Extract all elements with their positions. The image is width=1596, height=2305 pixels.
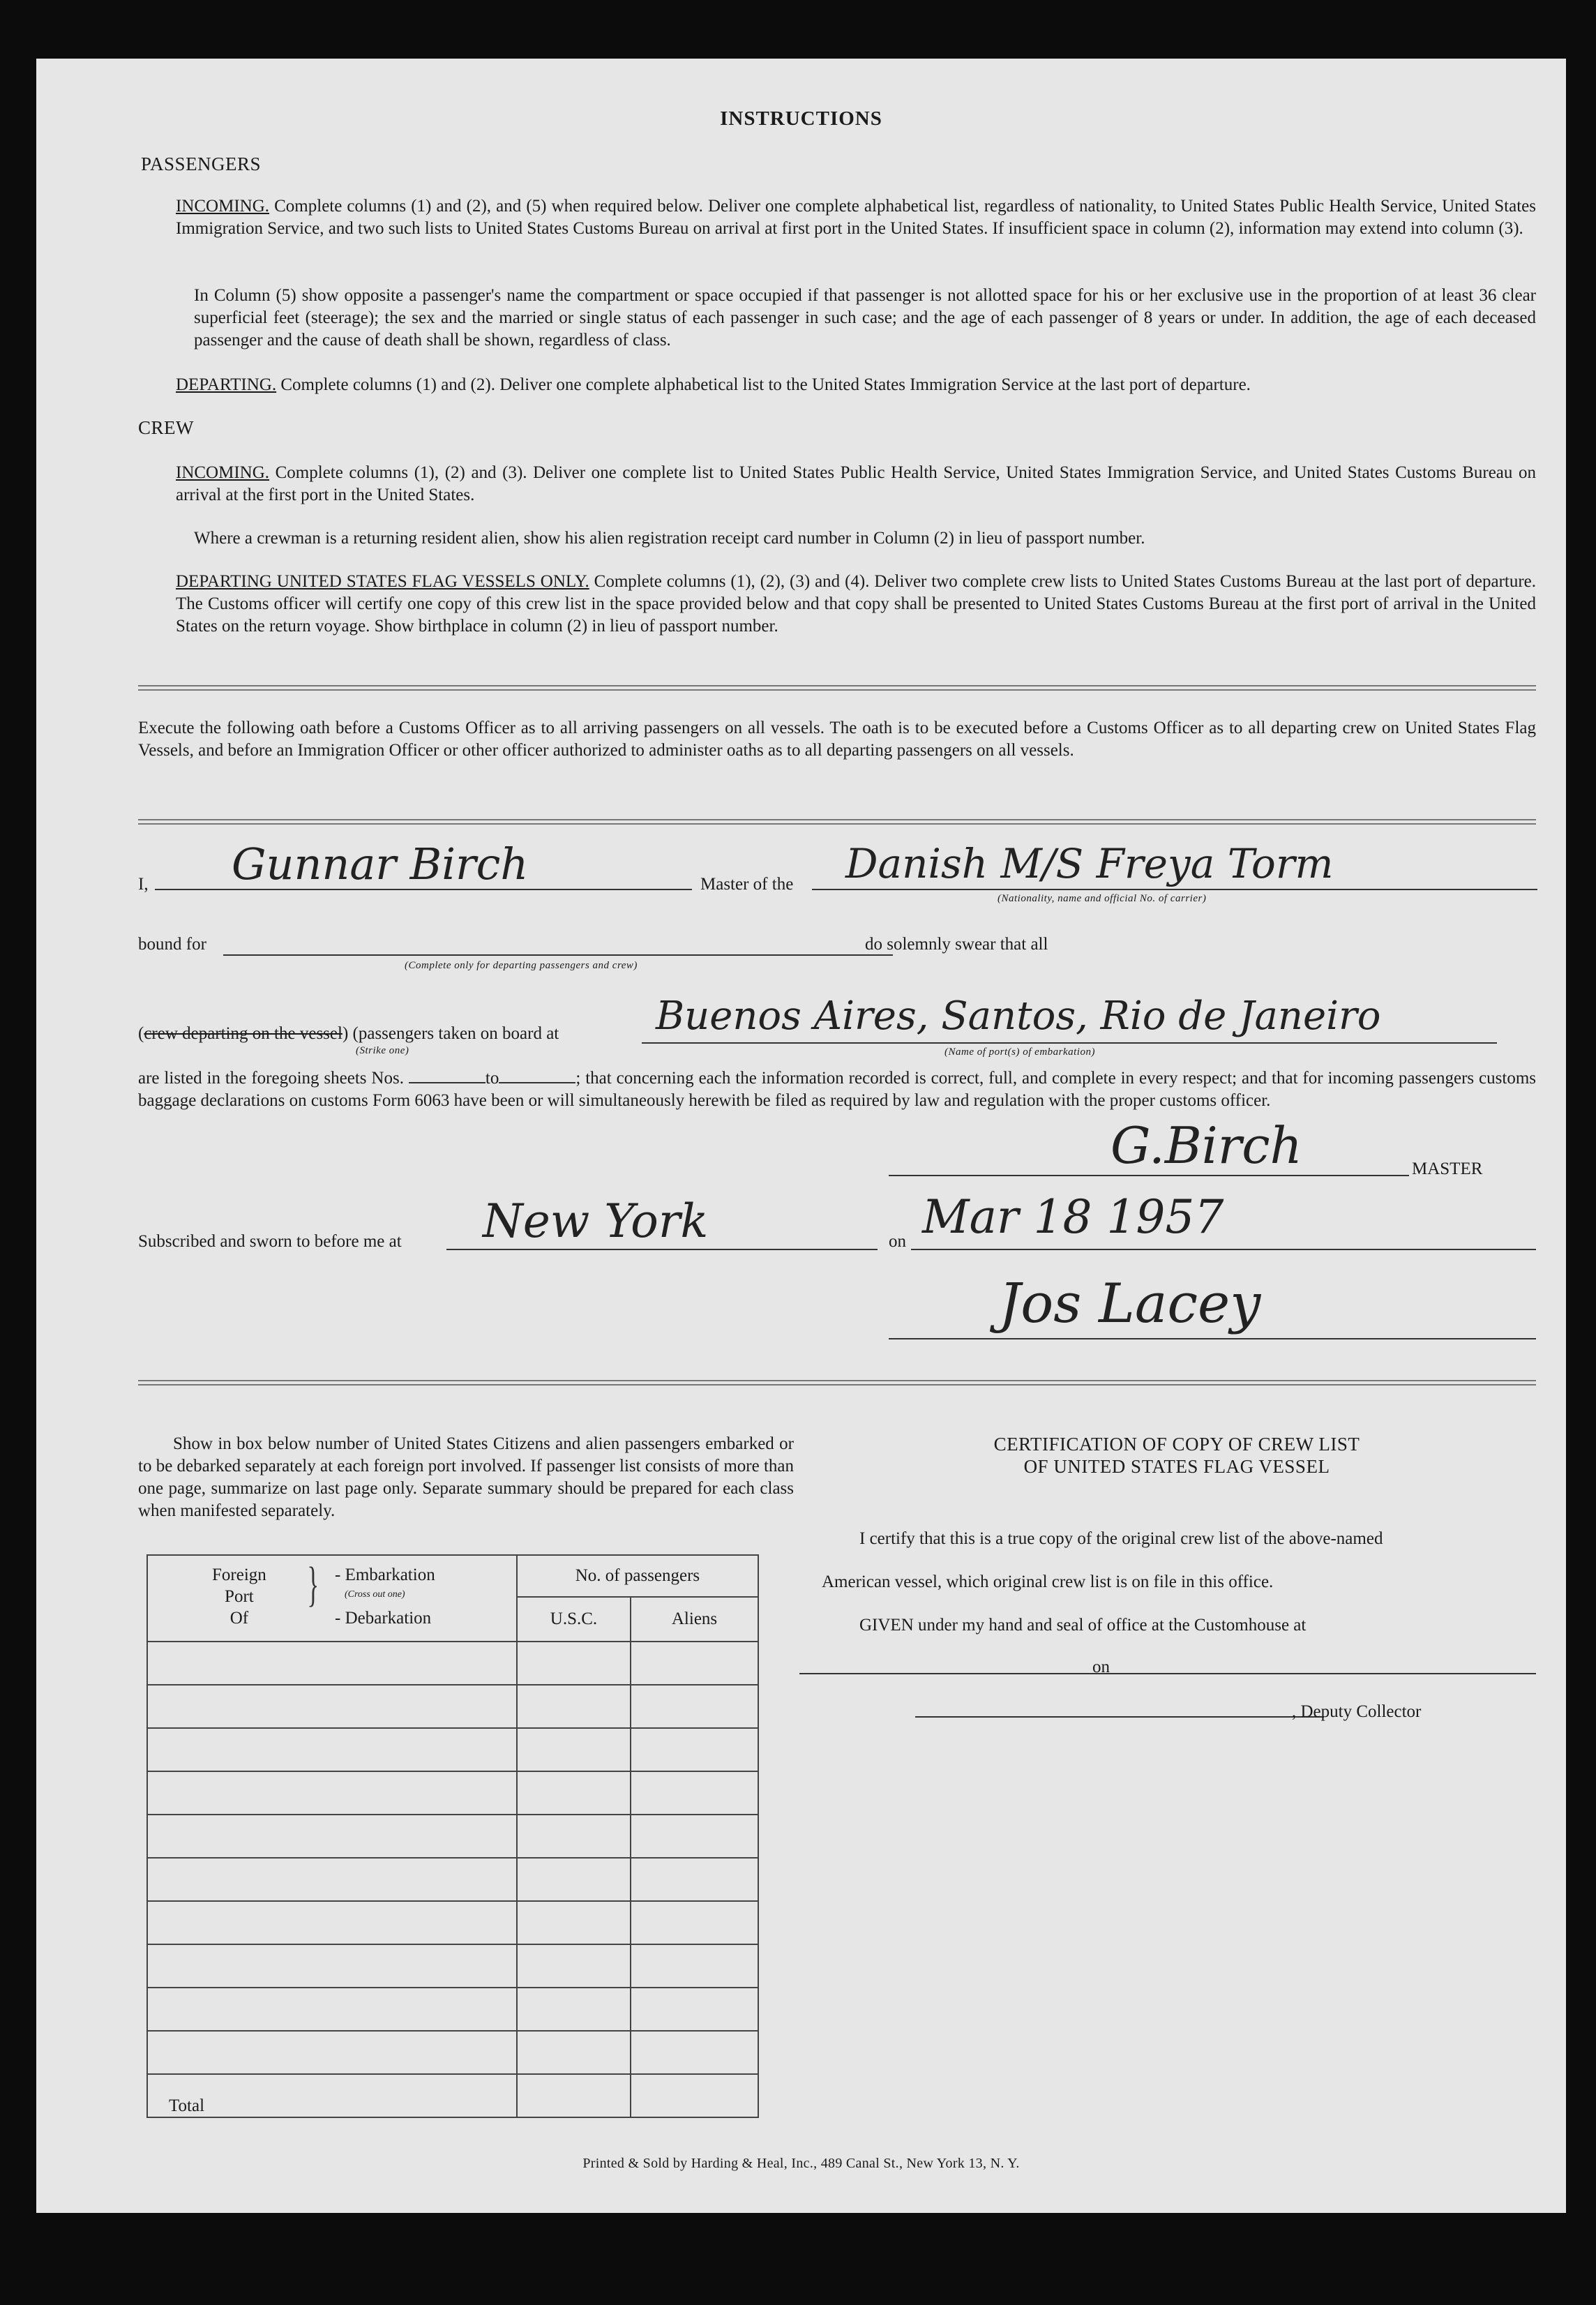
- strike-option-row: (crew departing on the vessel) (passengers taken on board at: [138, 1024, 559, 1043]
- aliens-header: Aliens: [631, 1597, 758, 1642]
- table-row: [147, 1642, 758, 1685]
- no-of-passengers-header: No. of passengers: [517, 1555, 758, 1597]
- section-divider: [138, 685, 1536, 691]
- ports-line: [642, 1042, 1497, 1044]
- crew-heading: CREW: [138, 417, 194, 438]
- subscribed-label: Subscribed and sworn to before me at: [138, 1232, 402, 1251]
- passengers-heading: PASSENGERS: [141, 153, 262, 174]
- crew-departing-label: DEPARTING UNITED STATES FLAG VESSELS ONLY.: [176, 572, 589, 591]
- table-row: [147, 1771, 758, 1815]
- certification-on-label: on: [1092, 1658, 1110, 1676]
- oath-divider: [138, 819, 1536, 825]
- master-signature: G.Birch: [1111, 1116, 1302, 1175]
- officer-signature-line: [889, 1338, 1536, 1339]
- passengers-taken-option: ) (passengers taken on board at: [342, 1024, 559, 1043]
- certify-line2: American vessel, which original crew list is on file in this office.: [822, 1572, 1274, 1591]
- passengers-departing-text: Complete columns (1) and (2). Deliver one complete alphabetical list to the United States Immigration Service at the last port of departure.: [280, 375, 1251, 394]
- table-row: [147, 1685, 758, 1728]
- sworn-date-line: [911, 1249, 1536, 1250]
- sworn-date-handwritten: Mar 18 1957: [922, 1190, 1224, 1244]
- table-row: [147, 1728, 758, 1771]
- bottom-divider: [138, 1380, 1536, 1386]
- col-embarkation: - Embarkation: [335, 1566, 435, 1584]
- strike-caption: (Strike one): [356, 1045, 409, 1056]
- master-of-label: Master of the: [700, 875, 794, 894]
- sworn-place-line: [446, 1249, 878, 1250]
- passenger-summary-table: [146, 1554, 759, 2118]
- customhouse-line: [799, 1673, 1134, 1674]
- crew-resident-paragraph: Where a crewman is a returning resident alien, show his alien registration receipt card number in Column (2) in lieu of passport number.: [194, 529, 1145, 548]
- foreign-port-header: Foreign Port Of } - Embarkation (Cross out one) - Debarkation: [147, 1555, 517, 1642]
- certification-title: [818, 1433, 1536, 1478]
- total-row: [147, 2074, 758, 2117]
- listed-paragraph: [138, 1067, 1536, 1112]
- sworn-place-handwritten: New York: [483, 1194, 709, 1248]
- vessel-line: [812, 889, 1537, 890]
- listed-part2: ; that concerning each the information recorded is correct, full, and complete in every respect; and that for incoming passengers customs baggage declarations on customs Form 6063 have been or will simultaneously herewith be filed as required by law and regulation with the proper customs officer.: [138, 1069, 1536, 1110]
- printer-footer: Printed & Sold by Harding & Heal, Inc., 489 Canal St., New York 13, N. Y.: [582, 2156, 1020, 2171]
- master-label: MASTER: [1412, 1159, 1483, 1178]
- oath-intro-paragraph: Execute the following oath before a Customs Officer as to all arriving passengers on all vessels. The oath is to be executed before a Customs Officer as to all departing crew on United States Flag Vessels, and before an Immigration Officer or other officer authorized to administer oaths as to all departing passengers on all vessels.: [138, 719, 1536, 760]
- col-cross-out: (Cross out one): [345, 1589, 405, 1600]
- table-row: [147, 1858, 758, 1901]
- passengers-column5-paragraph: In Column (5) show opposite a passenger's name the compartment or space occupied if that passenger is not allotted space for his or her exclusive use in the proportion of at least 36 clear superficial feet (steerage); the sex and the married or single status of each passenger in such case; and the age of each passenger of 8 years or under. In addition, the age of each deceased passenger and the cause of death shall be shown, regardless of class.: [194, 286, 1536, 350]
- certification-title-line1: CERTIFICATION OF COPY OF CREW LIST: [993, 1434, 1360, 1455]
- bound-for-line: [223, 954, 893, 956]
- crew-incoming-paragraph: [176, 462, 1536, 506]
- passengers-incoming-text: Complete columns (1) and (2), and (5) when required below. Deliver one complete alphabetical list, regardless of nationality, to United States Public Health Service, United States Immigration Service, and two such lists to United States Customs Bureau on arrival at first port in the United States. If insufficient space in column (2), information may extend into column (3).: [176, 197, 1536, 238]
- crew-departing-paragraph: [176, 571, 1536, 638]
- vessel-caption: (Nationality, name and official No. of carrier): [998, 893, 1207, 904]
- vessel-handwritten: Danish M/S Freya Torm: [845, 840, 1334, 887]
- passengers-departing-label: DEPARTING.: [176, 375, 277, 394]
- crew-departing-option: crew departing on the vessel: [144, 1024, 342, 1043]
- certification-date-line: [1116, 1673, 1536, 1674]
- table-row: [147, 1815, 758, 1858]
- passengers-incoming-paragraph: [176, 195, 1536, 240]
- swear-label: do solemnly swear that all: [865, 935, 1048, 954]
- form-page: [36, 59, 1566, 2213]
- table-row: [147, 1988, 758, 2031]
- passengers-incoming-label: INCOMING.: [176, 197, 270, 216]
- col-debarkation: - Debarkation: [335, 1609, 432, 1628]
- sworn-on-label: on: [889, 1232, 906, 1251]
- bound-for-label: bound for: [138, 935, 206, 954]
- crew-incoming-text: Complete columns (1), (2) and (3). Deliver one complete list to United States Public Health Service, United States Immigration Service, and United States Customs Bureau on arrival at the first port in the United States.: [176, 463, 1536, 504]
- ports-handwritten: Buenos Aires, Santos, Rio de Janeiro: [656, 993, 1381, 1039]
- passengers-departing-paragraph: [176, 374, 1536, 396]
- certification-title-line2: OF UNITED STATES FLAG VESSEL: [1023, 1456, 1330, 1477]
- table-row: [147, 1944, 758, 1988]
- page-title: INSTRUCTIONS: [720, 107, 882, 130]
- master-signature-line: [889, 1175, 1409, 1176]
- certify-line1: I certify that this is a true copy of the original crew list of the above-named: [859, 1529, 1383, 1548]
- table-row: [147, 2031, 758, 2074]
- ports-caption: (Name of port(s) of embarkation): [944, 1046, 1095, 1058]
- total-label: Total: [147, 2074, 517, 2117]
- usc-header: U.S.C.: [517, 1597, 631, 1642]
- deputy-collector-label: , Deputy Collector: [1292, 1702, 1422, 1721]
- col-foreign: Foreign: [212, 1566, 266, 1584]
- col-of: Of: [229, 1609, 249, 1628]
- summary-instructions: Show in box below number of United States Citizens and alien passengers embarked or to be debarked separately at each foreign port involved. If passenger list consists of more than one page, summarize on last page only. Separate summary should be prepared for each class when manifested separately.: [138, 1434, 794, 1520]
- col-port: Port: [225, 1587, 254, 1606]
- crew-incoming-label: INCOMING.: [176, 463, 270, 482]
- table-row: [147, 1901, 758, 1944]
- listed-to: to: [485, 1069, 499, 1088]
- oath-i-label: I,: [138, 875, 149, 894]
- bound-for-caption: (Complete only for departing passengers and crew): [405, 960, 638, 971]
- deputy-collector-line: [915, 1716, 1324, 1718]
- given-line: GIVEN under my hand and seal of office at the Customhouse at: [859, 1616, 1307, 1635]
- master-name-handwritten: Gunnar Birch: [232, 839, 529, 889]
- listed-part1: are listed in the foregoing sheets Nos.: [138, 1069, 404, 1088]
- officer-signature: Jos Lacey: [999, 1272, 1261, 1335]
- crew-departing-text: Complete columns (1), (2), (3) and (4). Deliver two complete crew lists to United States Customs Bureau at the last port of departure. The Customs officer will certify one copy of this crew list in the space provided below and that copy shall be presented to United States Customs Bureau at the first port of arrival in the United States on the return voyage. Show birthplace in column (2) in lieu of passport number.: [176, 572, 1537, 636]
